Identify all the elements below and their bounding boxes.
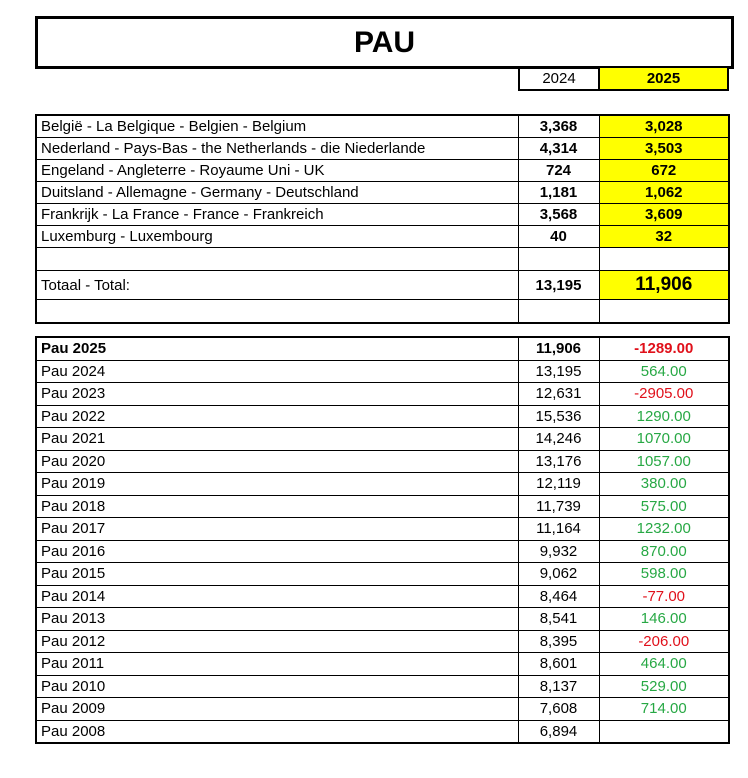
- countries-table: [35, 114, 730, 324]
- history-label: Pau 2018: [36, 495, 518, 518]
- year-previous-header: 2024: [518, 66, 599, 91]
- history-value: 14,246: [518, 428, 599, 451]
- history-value: 8,464: [518, 585, 599, 608]
- history-value: 11,906: [518, 337, 599, 360]
- country-name: Nederland - Pays-Bas - the Netherlands - die Niederlande: [36, 138, 518, 160]
- empty-cell: [36, 248, 518, 271]
- history-difference: 1290.00: [599, 405, 729, 428]
- history-value: 9,062: [518, 563, 599, 586]
- country-name: Engeland - Angleterre - Royaume Uni - UK: [36, 160, 518, 182]
- history-value: 8,601: [518, 653, 599, 676]
- country-row: [36, 204, 729, 226]
- total-row: [36, 271, 729, 300]
- history-difference: 529.00: [599, 675, 729, 698]
- history-difference: 464.00: [599, 653, 729, 676]
- country-row: [36, 226, 729, 248]
- history-value: 12,119: [518, 473, 599, 496]
- spacer-row: [36, 300, 729, 324]
- country-value-curr: 3,503: [599, 138, 729, 160]
- country-value-prev: 3,368: [518, 115, 599, 138]
- history-label: Pau 2024: [36, 360, 518, 383]
- history-label: Pau 2019: [36, 473, 518, 496]
- total-label: Totaal - Total:: [36, 271, 518, 300]
- history-row: [36, 563, 729, 586]
- country-row: [36, 138, 729, 160]
- total-value-prev: 13,195: [518, 271, 599, 300]
- history-difference: -206.00: [599, 630, 729, 653]
- country-value-prev: 1,181: [518, 182, 599, 204]
- history-difference: 146.00: [599, 608, 729, 631]
- country-value-curr: 672: [599, 160, 729, 182]
- country-row: [36, 115, 729, 138]
- history-row: [36, 473, 729, 496]
- empty-cell: [599, 248, 729, 271]
- history-label: Pau 2020: [36, 450, 518, 473]
- history-value: 7,608: [518, 698, 599, 721]
- empty-cell: [36, 300, 518, 324]
- history-row: [36, 518, 729, 541]
- country-value-prev: 4,314: [518, 138, 599, 160]
- year-current-header: 2025: [599, 66, 729, 91]
- history-label: Pau 2016: [36, 540, 518, 563]
- history-row: [36, 653, 729, 676]
- history-label: Pau 2022: [36, 405, 518, 428]
- history-value: 15,536: [518, 405, 599, 428]
- history-row: [36, 675, 729, 698]
- history-difference: 575.00: [599, 495, 729, 518]
- history-label: Pau 2011: [36, 653, 518, 676]
- history-label: Pau 2009: [36, 698, 518, 721]
- history-difference: 380.00: [599, 473, 729, 496]
- history-label: Pau 2017: [36, 518, 518, 541]
- total-value-curr: 11,906: [599, 271, 729, 300]
- history-row: [36, 585, 729, 608]
- history-value: 13,176: [518, 450, 599, 473]
- history-difference: 564.00: [599, 360, 729, 383]
- history-difference: -1289.00: [599, 337, 729, 360]
- history-row: [36, 720, 729, 743]
- page-title: PAU: [35, 16, 734, 69]
- country-row: [36, 182, 729, 204]
- empty-cell: [599, 300, 729, 324]
- history-value: 13,195: [518, 360, 599, 383]
- country-value-curr: 1,062: [599, 182, 729, 204]
- history-difference: 1232.00: [599, 518, 729, 541]
- history-label: Pau 2013: [36, 608, 518, 631]
- country-value-curr: 3,609: [599, 204, 729, 226]
- history-row: [36, 428, 729, 451]
- country-value-prev: 40: [518, 226, 599, 248]
- country-name: Luxemburg - Luxembourg: [36, 226, 518, 248]
- history-difference: 714.00: [599, 698, 729, 721]
- history-row: [36, 630, 729, 653]
- history-label: Pau 2023: [36, 383, 518, 406]
- history-row: [36, 383, 729, 406]
- history-label: Pau 2014: [36, 585, 518, 608]
- country-row: [36, 160, 729, 182]
- history-label: Pau 2008: [36, 720, 518, 743]
- year-header: [518, 66, 729, 91]
- history-label: Pau 2021: [36, 428, 518, 451]
- country-name: België - La Belgique - Belgien - Belgium: [36, 115, 518, 138]
- country-value-prev: 3,568: [518, 204, 599, 226]
- history-label: Pau 2012: [36, 630, 518, 653]
- country-value-curr: 32: [599, 226, 729, 248]
- history-row: [36, 698, 729, 721]
- country-value-curr: 3,028: [599, 115, 729, 138]
- history-row: [36, 608, 729, 631]
- history-difference: 1070.00: [599, 428, 729, 451]
- empty-cell: [518, 248, 599, 271]
- country-value-prev: 724: [518, 160, 599, 182]
- history-row: [36, 450, 729, 473]
- history-value: 11,164: [518, 518, 599, 541]
- history-label: Pau 2025: [36, 337, 518, 360]
- history-row: [36, 540, 729, 563]
- history-difference: -2905.00: [599, 383, 729, 406]
- history-row: [36, 405, 729, 428]
- history-value: 12,631: [518, 383, 599, 406]
- history-value: 6,894: [518, 720, 599, 743]
- history-difference: -77.00: [599, 585, 729, 608]
- spacer-row: [36, 248, 729, 271]
- history-difference: 1057.00: [599, 450, 729, 473]
- country-name: Frankrijk - La France - France - Frankreich: [36, 204, 518, 226]
- country-name: Duitsland - Allemagne - Germany - Deutschland: [36, 182, 518, 204]
- history-difference: 598.00: [599, 563, 729, 586]
- history-difference: [599, 720, 729, 743]
- history-value: 9,932: [518, 540, 599, 563]
- history-row: [36, 495, 729, 518]
- history-value: 8,395: [518, 630, 599, 653]
- history-value: 8,541: [518, 608, 599, 631]
- history-label: Pau 2010: [36, 675, 518, 698]
- history-label: Pau 2015: [36, 563, 518, 586]
- history-value: 8,137: [518, 675, 599, 698]
- history-row: [36, 337, 729, 360]
- history-value: 11,739: [518, 495, 599, 518]
- history-difference: 870.00: [599, 540, 729, 563]
- history-table: [35, 336, 730, 744]
- empty-cell: [518, 300, 599, 324]
- history-row: [36, 360, 729, 383]
